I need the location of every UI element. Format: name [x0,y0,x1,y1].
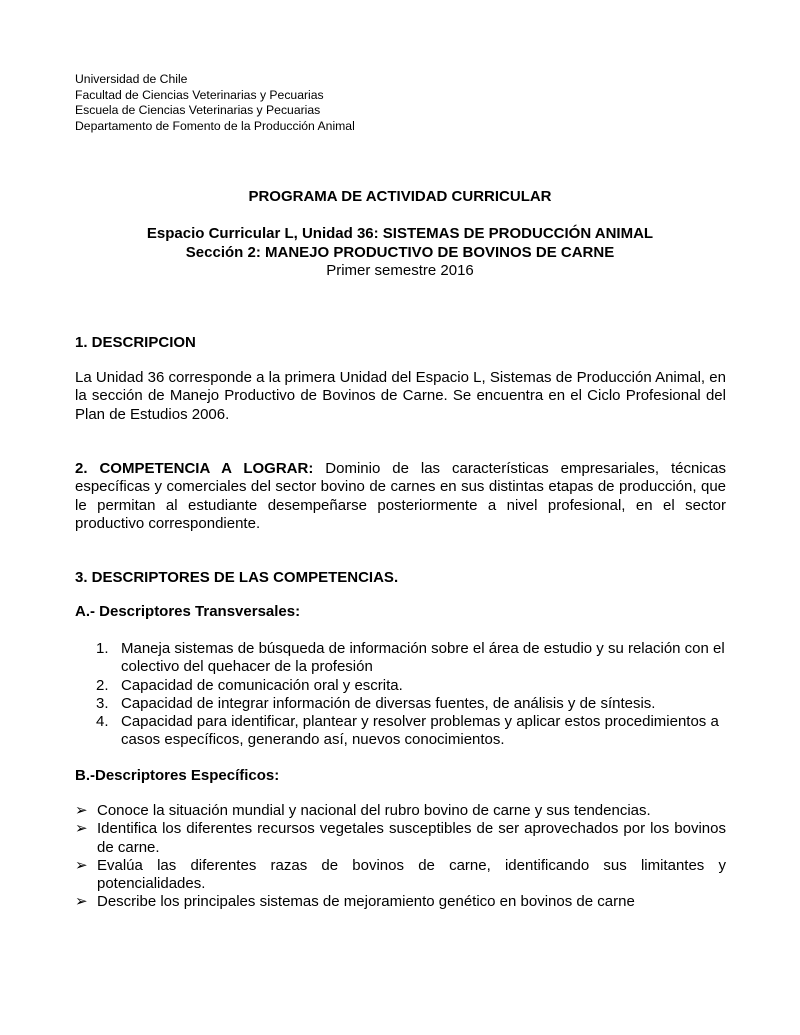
institution-line: Departamento de Fomento de la Producción Animal [75,118,355,133]
list-item [75,893,726,911]
competence-heading: 2. COMPETENCIA A LOGRAR: [75,460,314,477]
institution-line: Facultad de Ciencias Veterinarias y Pecuarias [75,87,324,102]
semester-label: Primer semestre 2016 [326,262,474,279]
list-item [75,857,726,894]
list-item [96,677,736,695]
competence-text: Dominio de las características empresariales, técnicas específicas y comerciales del sector bovino de carnes en sus distintas etapas de producción, que le permitan al estudiante desempeñarse posteriormente a nivel profesional, en el sector productivo correspondiente. [75,460,726,532]
item-text: Maneja sistemas de búsqueda de información sobre el área de estudio y su relación con el colectivo del quehacer de la profesión [121,640,725,676]
arrow-bullet-icon: ➢ [75,893,88,911]
section-title: Sección 2: MANEJO PRODUCTIVO DE BOVINOS DE CARNE [185,244,615,261]
item-number: 2. [96,676,109,694]
item-text: Capacidad de comunicación oral y escrita. [121,676,403,694]
transversal-heading: A.- Descriptores Transversales: [75,603,301,620]
item-number: 1. [96,640,109,657]
list-item [75,820,726,857]
arrow-bullet-icon: ➢ [75,820,88,838]
curricular-space-title: Espacio Curricular L, Unidad 36: SISTEMAS DE PRODUCCIÓN ANIMAL [146,225,654,242]
description-heading: 1. DESCRIPCION [75,334,196,351]
item-text: Conoce la situación mundial y nacional del rubro bovino de carne y sus tendencias. [97,802,651,819]
item-text: Capacidad para identificar, plantear y resolver problemas y aplicar estos procedimientos a casos específicos, generando así, nuevos conocimientos. [121,713,719,749]
institution-line: Escuela de Ciencias Veterinarias y Pecuarias [75,103,321,118]
item-text: Capacidad de integrar información de diversas fuentes, de análisis y de síntesis. [121,694,656,712]
institution-header [75,72,355,134]
transversal-list [96,640,736,750]
document-title: PROGRAMA DE ACTIVIDAD CURRICULAR [248,188,552,205]
list-item [96,713,736,750]
item-number: 4. [96,713,109,731]
list-item [96,695,736,713]
descriptors-heading: 3. DESCRIPTORES DE LAS COMPETENCIAS. [75,569,399,586]
list-item [96,640,736,677]
specific-heading: B.-Descriptores Específicos: [75,767,280,784]
item-text: Identifica los diferentes recursos vegetales susceptibles de ser aprovechados por los bovinos de carne. [97,820,726,856]
arrow-bullet-icon: ➢ [75,802,88,819]
list-item [75,802,726,820]
institution-line: Universidad de Chile [75,72,188,86]
specific-list [75,802,726,912]
item-number: 3. [96,694,109,712]
arrow-bullet-icon: ➢ [75,856,88,874]
item-text: Describe los principales sistemas de mejoramiento genético en bovinos de carne [97,893,635,911]
competence-paragraph [75,460,726,533]
item-text: Evalúa las diferentes razas de bovinos de carne, identificando sus limitantes y potencialidades. [97,856,726,893]
description-paragraph: La Unidad 36 corresponde a la primera Unidad del Espacio L, Sistemas de Producción Animal, en la sección de Manejo Productivo de Bovinos de Carne. Se encuentra en el Ciclo Profesional del Plan de Estudios 2006. [75,369,726,423]
